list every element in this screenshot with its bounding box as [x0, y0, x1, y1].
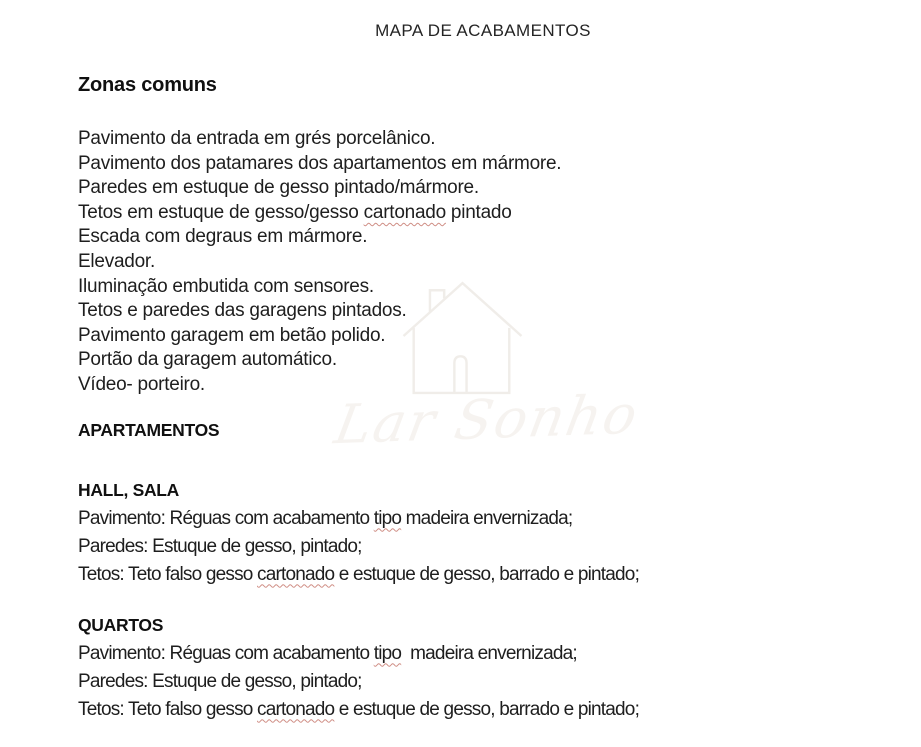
text-segment: madeira envernizada;: [401, 642, 577, 664]
section-heading-zonas-comuns: Zonas comuns: [78, 74, 217, 96]
text-segment: Iluminação embutida com sensores.: [78, 275, 374, 297]
section-heading-quartos: QUARTOS: [78, 614, 164, 635]
text-segment: pintado: [445, 201, 512, 223]
misspelled-word: cartonado: [257, 698, 335, 720]
text-segment: Pavimento garagem em betão polido.: [78, 324, 386, 346]
text-segment: e estuque de gesso, barrado e pintado;: [334, 698, 640, 720]
document-title: MAPA DE ACABAMENTOS: [375, 21, 591, 40]
section-heading-hall-sala: HALL, SALA: [78, 479, 180, 500]
document-line: [78, 373, 888, 398]
document-line: [78, 668, 888, 696]
text-segment: Tetos e paredes das garagens pintados.: [78, 300, 407, 322]
text-segment: Tetos: Teto falso gesso: [78, 698, 258, 720]
text-segment: Elevador.: [78, 250, 155, 272]
section-heading-apartamentos: APARTAMENTOS: [78, 419, 220, 440]
watermark-text: Lar Sonho: [330, 382, 644, 457]
document-line: [78, 696, 888, 724]
document-line: [78, 176, 888, 201]
text-segment: Pavimento: Réguas com acabamento: [78, 642, 374, 664]
text-segment: Pavimento da entrada em grés porcelânico.: [78, 128, 436, 149]
text-segment: Vídeo- porteiro.: [78, 373, 205, 395]
document-line: [78, 127, 888, 152]
document-line: [78, 505, 888, 533]
misspelled-word: tipo: [373, 507, 402, 529]
document-line: [78, 299, 888, 324]
text-segment: Paredes em estuque de gesso pintado/mármore.: [78, 177, 479, 199]
document-line: [78, 561, 888, 589]
document-line: [78, 324, 888, 349]
text-segment: Paredes: Estuque de gesso, pintado;: [78, 535, 362, 557]
section-hall-sala-lines: [78, 505, 888, 589]
document-line: [78, 152, 888, 177]
text-segment: Paredes: Estuque de gesso, pintado;: [78, 670, 362, 692]
text-segment: Tetos em estuque de gesso/gesso: [78, 201, 364, 223]
document-line: [78, 225, 888, 250]
document-line: [78, 640, 888, 668]
text-segment: Pavimento dos patamares dos apartamentos em mármore.: [78, 152, 562, 174]
document-line: [78, 250, 888, 275]
document-line: [78, 533, 888, 561]
text-segment: madeira envernizada;: [401, 507, 573, 529]
text-segment: Portão da garagem automático.: [78, 349, 337, 371]
document-line: [78, 275, 888, 300]
misspelled-word: cartonado: [257, 563, 335, 585]
section-quartos-lines: [78, 640, 888, 724]
text-segment: Pavimento: Réguas com acabamento: [78, 507, 374, 529]
document-line: [78, 348, 888, 373]
misspelled-word: cartonado: [363, 201, 446, 223]
section-zonas-comuns-lines: [78, 127, 888, 398]
text-segment: Tetos: Teto falso gesso: [78, 563, 258, 585]
document-line: [78, 201, 888, 226]
text-segment: Escada com degraus em mármore.: [78, 226, 368, 248]
misspelled-word: tipo: [373, 642, 402, 664]
text-segment: e estuque de gesso, barrado e pintado;: [334, 563, 640, 585]
